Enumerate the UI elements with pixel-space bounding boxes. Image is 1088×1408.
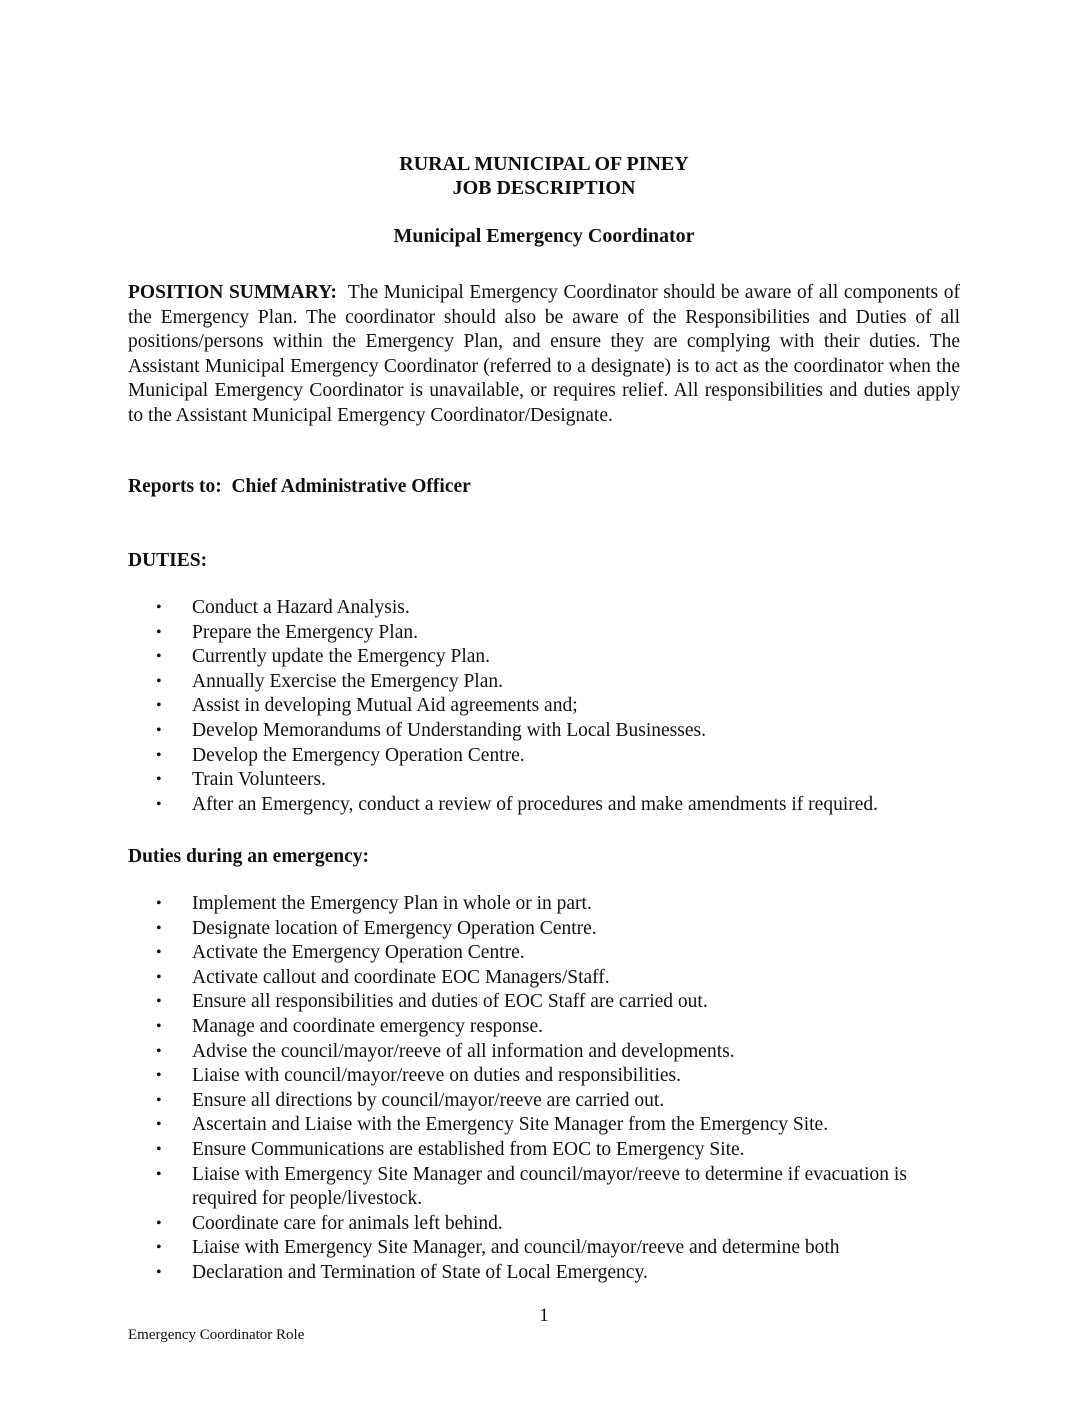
list-item-text: Annually Exercise the Emergency Plan. bbox=[192, 670, 504, 692]
bullet-icon: • bbox=[156, 623, 162, 641]
list-item bbox=[0, 596, 962, 621]
list-item bbox=[0, 1163, 962, 1212]
list-item bbox=[0, 941, 962, 966]
bullet-icon: • bbox=[156, 1239, 162, 1257]
list-item bbox=[0, 694, 962, 719]
list-item-text: Develop the Emergency Operation Centre. bbox=[192, 744, 525, 766]
position-summary bbox=[128, 281, 960, 429]
list-item-text: Coordinate care for animals left behind. bbox=[192, 1212, 503, 1234]
bullet-icon: • bbox=[156, 944, 162, 962]
list-item-text: Activate the Emergency Operation Centre. bbox=[192, 942, 525, 964]
duties-heading: DUTIES: bbox=[128, 550, 208, 571]
list-item-text: Ensure Communications are established from EOC to Emergency Site. bbox=[192, 1138, 745, 1160]
bullet-icon: • bbox=[156, 895, 162, 912]
list-item bbox=[0, 1064, 962, 1089]
list-item-text: Liaise with Emergency Site Manager and council/mayor/reeve to determine if evacuation is required for people/livestock. bbox=[192, 1163, 907, 1210]
list-item-text: Ensure all directions by council/mayor/reeve are carried out. bbox=[192, 1089, 665, 1111]
list-item bbox=[0, 990, 962, 1015]
bullet-icon: • bbox=[156, 1017, 162, 1035]
reports-to-value: Chief Administrative Officer bbox=[231, 476, 471, 497]
list-item bbox=[0, 917, 962, 942]
list-item bbox=[0, 768, 962, 793]
list-item bbox=[0, 966, 962, 991]
bullet-icon: • bbox=[156, 771, 162, 789]
bullet-icon: • bbox=[156, 1165, 162, 1183]
list-item bbox=[0, 1261, 962, 1286]
list-item-text: Develop Memorandums of Understanding with Local Businesses. bbox=[192, 719, 706, 741]
list-item bbox=[0, 1212, 962, 1237]
list-item-text: Advise the council/mayor/reeve of all information and developments. bbox=[192, 1040, 735, 1062]
position-summary-label: POSITION SUMMARY: bbox=[128, 282, 337, 303]
position-summary-text: The Municipal Emergency Coordinator should be aware of all components of the Emergency Plan. The coordinator should also be aware of the Responsibilities and Duties of all positions/persons within the Emergency Plan, and ensure they are complying with their duties. The Assistant Municipal Emergency Coordinator (referred to a designate) is to act as the coordinator when the Municipal Emergency Coordinator is unavailable, or requires relief. All responsibilities and duties apply to the Assistant Municipal Emergency Coordinator/Designate. bbox=[128, 282, 960, 426]
list-item bbox=[0, 1040, 962, 1065]
bullet-icon: • bbox=[156, 721, 162, 739]
list-item-text: Implement the Emergency Plan in whole or in part. bbox=[192, 893, 592, 914]
bullet-icon: • bbox=[156, 746, 162, 764]
position-title: Municipal Emergency Coordinator bbox=[393, 225, 695, 247]
list-item bbox=[0, 793, 962, 818]
list-item bbox=[0, 670, 962, 695]
list-item bbox=[0, 1138, 962, 1163]
bullet-icon: • bbox=[156, 648, 162, 666]
bullet-icon: • bbox=[156, 795, 162, 813]
reports-to bbox=[128, 475, 471, 499]
page-number: 1 bbox=[539, 1305, 549, 1326]
list-item bbox=[0, 1089, 962, 1114]
list-item bbox=[0, 1236, 962, 1261]
list-item-text: Ascertain and Liaise with the Emergency Site Manager from the Emergency Site. bbox=[192, 1114, 829, 1136]
list-item bbox=[0, 744, 962, 769]
list-item-text: Designate location of Emergency Operation Centre. bbox=[192, 917, 597, 939]
list-item bbox=[0, 621, 962, 646]
emergency-duties-list bbox=[0, 892, 1088, 1286]
list-item bbox=[0, 645, 962, 670]
reports-to-label: Reports to: bbox=[128, 476, 222, 497]
list-item-text: Declaration and Termination of State of Local Emergency. bbox=[192, 1261, 648, 1283]
list-item-text: Manage and coordinate emergency response. bbox=[192, 1015, 544, 1037]
bullet-icon: • bbox=[156, 1042, 162, 1060]
bullet-icon: • bbox=[156, 968, 162, 986]
list-item-text: Liaise with Emergency Site Manager, and council/mayor/reeve and determine both bbox=[192, 1237, 840, 1259]
bullet-icon: • bbox=[156, 599, 162, 616]
list-item-text: Liaise with council/mayor/reeve on duties and responsibilities. bbox=[192, 1065, 682, 1087]
emergency-duties-heading: Duties during an emergency: bbox=[128, 846, 370, 867]
list-item-text: After an Emergency, conduct a review of procedures and make amendments if required. bbox=[192, 793, 879, 815]
duties-list bbox=[0, 596, 1088, 817]
list-item bbox=[0, 1113, 962, 1138]
list-item bbox=[0, 892, 962, 917]
list-item bbox=[0, 719, 962, 744]
list-item-text: Train Volunteers. bbox=[192, 769, 326, 791]
bullet-icon: • bbox=[156, 1116, 162, 1134]
bullet-icon: • bbox=[156, 1067, 162, 1085]
list-item-text: Ensure all responsibilities and duties of EOC Staff are carried out. bbox=[192, 991, 708, 1013]
list-item-text: Assist in developing Mutual Aid agreements and; bbox=[192, 695, 578, 717]
bullet-icon: • bbox=[156, 697, 162, 715]
list-item bbox=[0, 1015, 962, 1040]
bullet-icon: • bbox=[156, 1263, 162, 1281]
list-item-text: Conduct a Hazard Analysis. bbox=[192, 597, 410, 618]
bullet-icon: • bbox=[156, 1140, 162, 1158]
bullet-icon: • bbox=[156, 919, 162, 937]
list-item-text: Activate callout and coordinate EOC Managers/Staff. bbox=[192, 966, 610, 988]
list-item-text: Prepare the Emergency Plan. bbox=[192, 621, 418, 643]
bullet-icon: • bbox=[156, 672, 162, 690]
organization-title: RURAL MUNICIPAL OF PINEY bbox=[399, 153, 689, 175]
document-type-title: JOB DESCRIPTION bbox=[452, 177, 636, 199]
footer-text: Emergency Coordinator Role bbox=[128, 1327, 305, 1343]
list-item-text: Currently update the Emergency Plan. bbox=[192, 646, 491, 668]
bullet-icon: • bbox=[156, 1091, 162, 1109]
bullet-icon: • bbox=[156, 1214, 162, 1232]
bullet-icon: • bbox=[156, 993, 162, 1011]
